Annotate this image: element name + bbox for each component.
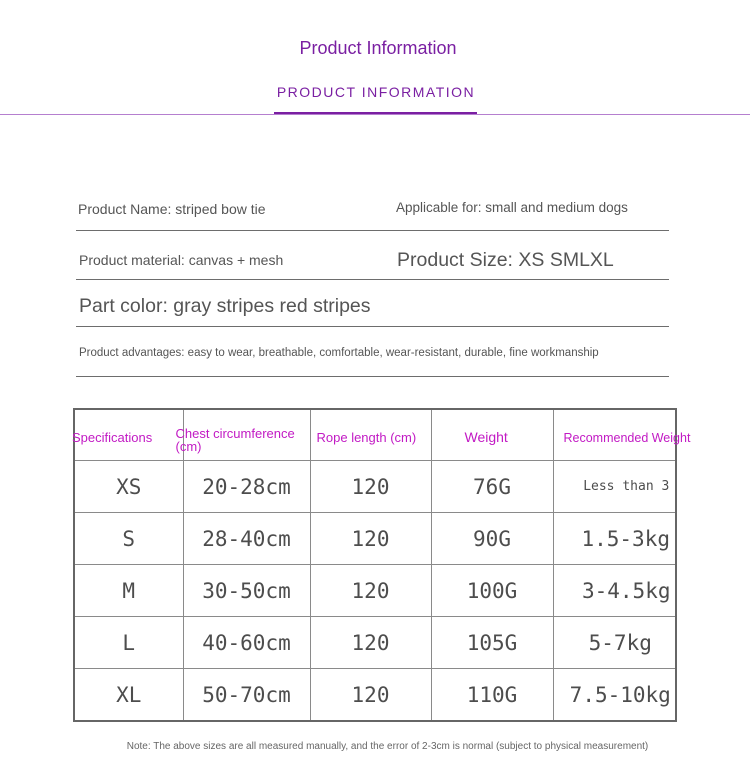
section-subtitle: PRODUCT INFORMATION [276, 84, 476, 100]
recommended-cell: 1.5-3kg [553, 513, 676, 565]
size-cell: M [74, 565, 183, 617]
table-row [74, 513, 676, 565]
product-advantages: Product advantages: easy to wear, breathable, comfortable, wear-resistant, durable, fine workmanship [79, 347, 599, 359]
rope-cell: 120 [310, 461, 431, 513]
table-header-row [74, 409, 676, 461]
weight-cell: 110G [431, 669, 553, 722]
rope-cell: 120 [310, 617, 431, 669]
info-divider [76, 230, 669, 231]
table-row [74, 565, 676, 617]
recommended-cell: 3-4.5kg [553, 565, 676, 617]
product-material: Product material: canvas + mesh [79, 252, 284, 268]
measurement-note: Note: The above sizes are all measured manually, and the error of 2-3cm is normal (subject to physical measurement) [126, 741, 649, 752]
table-row [74, 617, 676, 669]
header-rope-length: Rope length (cm) [310, 409, 431, 461]
info-divider [76, 279, 669, 280]
weight-cell: 100G [431, 565, 553, 617]
weight-cell: 105G [431, 617, 553, 669]
recommended-cell: 7.5-10kg [553, 669, 676, 722]
part-color: Part color: gray stripes red stripes [79, 295, 371, 317]
header-specifications: Specifications [74, 409, 183, 461]
chest-cell: 50-70cm [183, 669, 310, 722]
header-weight: Weight [431, 409, 553, 461]
info-divider [76, 376, 669, 377]
weight-cell: 90G [431, 513, 553, 565]
weight-cell: 76G [431, 461, 553, 513]
product-size: Product Size: XS SMLXL [397, 249, 614, 271]
header-recommended-weight: Recommended Weight [553, 409, 676, 461]
size-cell: XS [74, 461, 183, 513]
chest-cell: 20-28cm [183, 461, 310, 513]
size-chart-table [72, 408, 691, 722]
info-divider [76, 326, 669, 327]
size-cell: L [74, 617, 183, 669]
chest-cell: 30-50cm [183, 565, 310, 617]
chest-cell: 40-60cm [183, 617, 310, 669]
product-name: Product Name: striped bow tie [78, 201, 266, 217]
header-chest: Chest circumference (cm) [183, 409, 310, 461]
rope-cell: 120 [310, 513, 431, 565]
table-row [74, 669, 676, 722]
size-cell: XL [74, 669, 183, 722]
header-divider [0, 114, 750, 115]
applicable-for: Applicable for: small and medium dogs [396, 200, 628, 215]
rope-cell: 120 [310, 669, 431, 722]
page-title: Product Information [299, 38, 457, 58]
recommended-cell: Less than 3 [553, 461, 676, 513]
chest-cell: 28-40cm [183, 513, 310, 565]
size-cell: S [74, 513, 183, 565]
rope-cell: 120 [310, 565, 431, 617]
table-row [74, 461, 676, 513]
recommended-cell: 5-7kg [553, 617, 676, 669]
